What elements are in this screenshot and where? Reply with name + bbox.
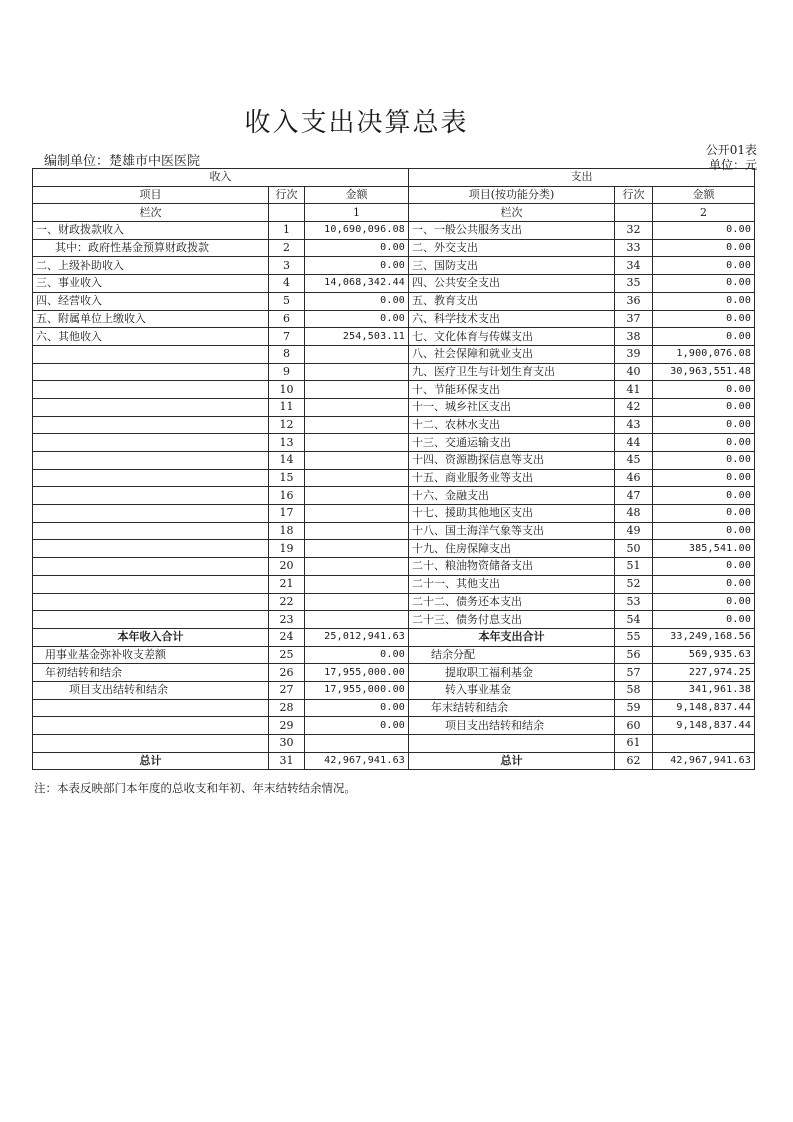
expense-row-no: 39 [615,345,653,363]
income-amount [305,345,409,363]
expense-item: 年末结转和结余 [409,699,615,717]
income-item: 总计 [33,752,269,770]
income-expense-table [32,168,755,770]
expense-item [409,735,615,753]
table-row [33,522,755,540]
expense-row-no: 47 [615,487,653,505]
lanci-label-2: 栏次 [409,204,615,222]
income-amount [305,611,409,629]
expense-row-no: 37 [615,310,653,328]
expense-amount: 385,541.00 [653,540,755,558]
table-row [33,540,755,558]
expense-row-no: 56 [615,646,653,664]
income-amount: 14,068,342.44 [305,275,409,293]
income-item [33,381,269,399]
income-amount: 0.00 [305,717,409,735]
expense-amount: 0.00 [653,575,755,593]
income-row-no: 31 [269,752,305,770]
unit-label: 单位：元 [708,158,757,172]
expense-row-no: 36 [615,292,653,310]
col-row-no-2: 行次 [615,186,653,204]
income-item [33,575,269,593]
expense-item: 二十二、债务还本支出 [409,593,615,611]
expense-item: 十二、农林水支出 [409,416,615,434]
expense-row-no: 53 [615,593,653,611]
income-row-no: 20 [269,558,305,576]
expense-item: 二十三、债务付息支出 [409,611,615,629]
expense-amount: 0.00 [653,469,755,487]
income-item: 用事业基金弥补收支差额 [33,646,269,664]
expense-item: 结余分配 [409,646,615,664]
income-amount: 0.00 [305,257,409,275]
expense-amount: 0.00 [653,257,755,275]
income-item [33,505,269,523]
expense-item: 一、一般公共服务支出 [409,222,615,240]
income-row-no: 9 [269,363,305,381]
income-item: 五、附属单位上缴收入 [33,310,269,328]
table-row [33,752,755,770]
lanci-col2: 2 [653,204,755,222]
income-amount [305,540,409,558]
expense-amount [653,735,755,753]
table-row [33,310,755,328]
expense-amount: 0.00 [653,328,755,346]
expense-row-no: 45 [615,452,653,470]
lanci-label: 栏次 [33,204,269,222]
income-item: 四、经营收入 [33,292,269,310]
expense-row-no: 43 [615,416,653,434]
table-row [33,381,755,399]
income-row-no: 3 [269,257,305,275]
income-item [33,398,269,416]
income-row-no: 17 [269,505,305,523]
lanci-col1: 1 [305,204,409,222]
expense-item: 十七、援助其他地区支出 [409,505,615,523]
expense-amount: 9,148,837.44 [653,699,755,717]
expense-amount: 0.00 [653,222,755,240]
income-amount: 17,955,000.00 [305,681,409,699]
income-amount: 0.00 [305,239,409,257]
expense-amount: 0.00 [653,239,755,257]
income-row-no: 1 [269,222,305,240]
income-item: 本年收入合计 [33,628,269,646]
org-name: 编制单位：楚雄市中医医院 [44,154,201,169]
expense-row-no: 46 [615,469,653,487]
income-item: 三、事业收入 [33,275,269,293]
table-row [33,239,755,257]
income-row-no: 30 [269,735,305,753]
income-amount [305,593,409,611]
income-row-no: 29 [269,717,305,735]
expense-item: 十、节能环保支出 [409,381,615,399]
expense-row-no: 33 [615,239,653,257]
income-item [33,735,269,753]
income-item: 其中：政府性基金预算财政拨款 [33,239,269,257]
income-item: 一、财政拨款收入 [33,222,269,240]
expense-amount: 0.00 [653,381,755,399]
income-amount: 25,012,941.63 [305,628,409,646]
expense-amount: 42,967,941.63 [653,752,755,770]
income-item: 项目支出结转和结余 [33,681,269,699]
table-row [33,735,755,753]
expense-item: 十九、住房保障支出 [409,540,615,558]
income-amount: 0.00 [305,646,409,664]
expense-item: 十五、商业服务业等支出 [409,469,615,487]
expense-row-no: 41 [615,381,653,399]
income-item: 六、其他收入 [33,328,269,346]
income-row-no: 15 [269,469,305,487]
expense-item: 转入事业基金 [409,681,615,699]
expense-row-no: 49 [615,522,653,540]
expense-item: 提取职工福利基金 [409,664,615,682]
table-row [33,717,755,735]
expense-item: 八、社会保障和就业支出 [409,345,615,363]
expense-amount: 227,974.25 [653,664,755,682]
expense-amount: 341,961.38 [653,681,755,699]
income-item [33,434,269,452]
table-row [33,558,755,576]
table-row [33,398,755,416]
expense-header: 支出 [409,169,755,187]
table-row [33,222,755,240]
table-row [33,275,755,293]
income-item [33,469,269,487]
income-row-no: 19 [269,540,305,558]
table-row [33,257,755,275]
income-amount: 17,955,000.00 [305,664,409,682]
income-item [33,416,269,434]
expense-item: 六、科学技术支出 [409,310,615,328]
expense-item: 七、文化体育与传媒支出 [409,328,615,346]
expense-item: 十三、交通运输支出 [409,434,615,452]
table-row [33,345,755,363]
table-row [33,593,755,611]
expense-row-no: 42 [615,398,653,416]
income-item: 年初结转和结余 [33,664,269,682]
expense-item: 九、医疗卫生与计划生育支出 [409,363,615,381]
income-row-no: 8 [269,345,305,363]
income-row-no: 10 [269,381,305,399]
income-row-no: 18 [269,522,305,540]
col-item: 项目 [33,186,269,204]
table-row [33,575,755,593]
expense-amount: 1,900,076.08 [653,345,755,363]
expense-row-no: 50 [615,540,653,558]
table-row [33,664,755,682]
expense-item: 十六、金融支出 [409,487,615,505]
expense-item: 五、教育支出 [409,292,615,310]
expense-amount: 9,148,837.44 [653,717,755,735]
table-row [33,487,755,505]
income-item [33,717,269,735]
income-row-no: 26 [269,664,305,682]
income-row-no: 24 [269,628,305,646]
table-row [33,292,755,310]
income-amount [305,398,409,416]
income-amount [305,575,409,593]
expense-amount: 0.00 [653,275,755,293]
col-row-no: 行次 [269,186,305,204]
expense-item: 十八、国土海洋气象等支出 [409,522,615,540]
expense-amount: 0.00 [653,416,755,434]
expense-item: 二十一、其他支出 [409,575,615,593]
expense-row-no: 54 [615,611,653,629]
col-amount: 金额 [305,186,409,204]
expense-row-no: 38 [615,328,653,346]
expense-row-no: 61 [615,735,653,753]
expense-row-no: 52 [615,575,653,593]
lanci-blank [269,204,305,222]
income-item [33,540,269,558]
table-row [33,505,755,523]
expense-row-no: 44 [615,434,653,452]
expense-row-no: 34 [615,257,653,275]
table-row [33,469,755,487]
income-amount [305,381,409,399]
income-row-no: 12 [269,416,305,434]
income-row-no: 13 [269,434,305,452]
income-row-no: 16 [269,487,305,505]
income-amount [305,558,409,576]
income-row-no: 5 [269,292,305,310]
expense-row-no: 35 [615,275,653,293]
income-item [33,558,269,576]
income-row-no: 25 [269,646,305,664]
table-row [33,363,755,381]
income-amount [305,735,409,753]
expense-amount: 0.00 [653,593,755,611]
income-row-no: 7 [269,328,305,346]
expense-item: 十四、资源勘探信息等支出 [409,452,615,470]
income-row-no: 23 [269,611,305,629]
expense-row-no: 58 [615,681,653,699]
income-row-no: 28 [269,699,305,717]
expense-row-no: 48 [615,505,653,523]
income-row-no: 21 [269,575,305,593]
table-row [33,699,755,717]
expense-item: 总计 [409,752,615,770]
expense-row-no: 57 [615,664,653,682]
income-row-no: 2 [269,239,305,257]
income-amount [305,416,409,434]
expense-amount: 0.00 [653,611,755,629]
expense-amount: 0.00 [653,522,755,540]
income-amount: 254,503.11 [305,328,409,346]
expense-item: 三、国防支出 [409,257,615,275]
expense-amount: 0.00 [653,310,755,328]
expense-row-no: 32 [615,222,653,240]
table-row [33,452,755,470]
income-amount [305,434,409,452]
expense-row-no: 40 [615,363,653,381]
footnote: 注：本表反映部门本年度的总收支和年初、年末结转结余情况。 [34,781,356,795]
expense-row-no: 59 [615,699,653,717]
expense-amount: 0.00 [653,292,755,310]
expense-item: 四、公共安全支出 [409,275,615,293]
expense-item: 二、外交支出 [409,239,615,257]
income-item [33,345,269,363]
expense-amount: 0.00 [653,452,755,470]
table-row [33,416,755,434]
income-row-no: 27 [269,681,305,699]
income-amount [305,363,409,381]
income-amount [305,522,409,540]
expense-amount: 0.00 [653,487,755,505]
form-code: 公开01表 [705,143,757,157]
expense-row-no: 55 [615,628,653,646]
income-item: 二、上级补助收入 [33,257,269,275]
income-row-no: 22 [269,593,305,611]
expense-row-no: 60 [615,717,653,735]
expense-amount: 30,963,551.48 [653,363,755,381]
income-amount: 0.00 [305,310,409,328]
income-item [33,593,269,611]
table-row [33,611,755,629]
income-item [33,487,269,505]
expense-amount: 0.00 [653,558,755,576]
income-header: 收入 [33,169,409,187]
col-item-func: 项目(按功能分类) [409,186,615,204]
expense-item: 项目支出结转和结余 [409,717,615,735]
table-row [33,328,755,346]
income-item [33,522,269,540]
lanci-blank-2 [615,204,653,222]
income-row-no: 14 [269,452,305,470]
income-item [33,699,269,717]
expense-amount: 33,249,168.56 [653,628,755,646]
income-row-no: 4 [269,275,305,293]
income-item [33,611,269,629]
income-amount: 42,967,941.63 [305,752,409,770]
income-amount [305,469,409,487]
income-amount [305,487,409,505]
table-row [33,681,755,699]
expense-item: 本年支出合计 [409,628,615,646]
income-row-no: 6 [269,310,305,328]
col-amount-2: 金额 [653,186,755,204]
income-amount: 10,690,096.08 [305,222,409,240]
income-amount: 0.00 [305,699,409,717]
expense-item: 二十、粮油物资储备支出 [409,558,615,576]
income-amount [305,505,409,523]
table-row [33,646,755,664]
income-item [33,363,269,381]
income-amount: 0.00 [305,292,409,310]
expense-amount: 0.00 [653,398,755,416]
expense-amount: 0.00 [653,434,755,452]
expense-amount: 569,935.63 [653,646,755,664]
income-item [33,452,269,470]
income-amount [305,452,409,470]
table-row [33,628,755,646]
expense-item: 十一、城乡社区支出 [409,398,615,416]
income-row-no: 11 [269,398,305,416]
expense-row-no: 62 [615,752,653,770]
expense-amount: 0.00 [653,505,755,523]
table-row [33,434,755,452]
expense-row-no: 51 [615,558,653,576]
report-title: 收入支出决算总表 [244,108,469,138]
